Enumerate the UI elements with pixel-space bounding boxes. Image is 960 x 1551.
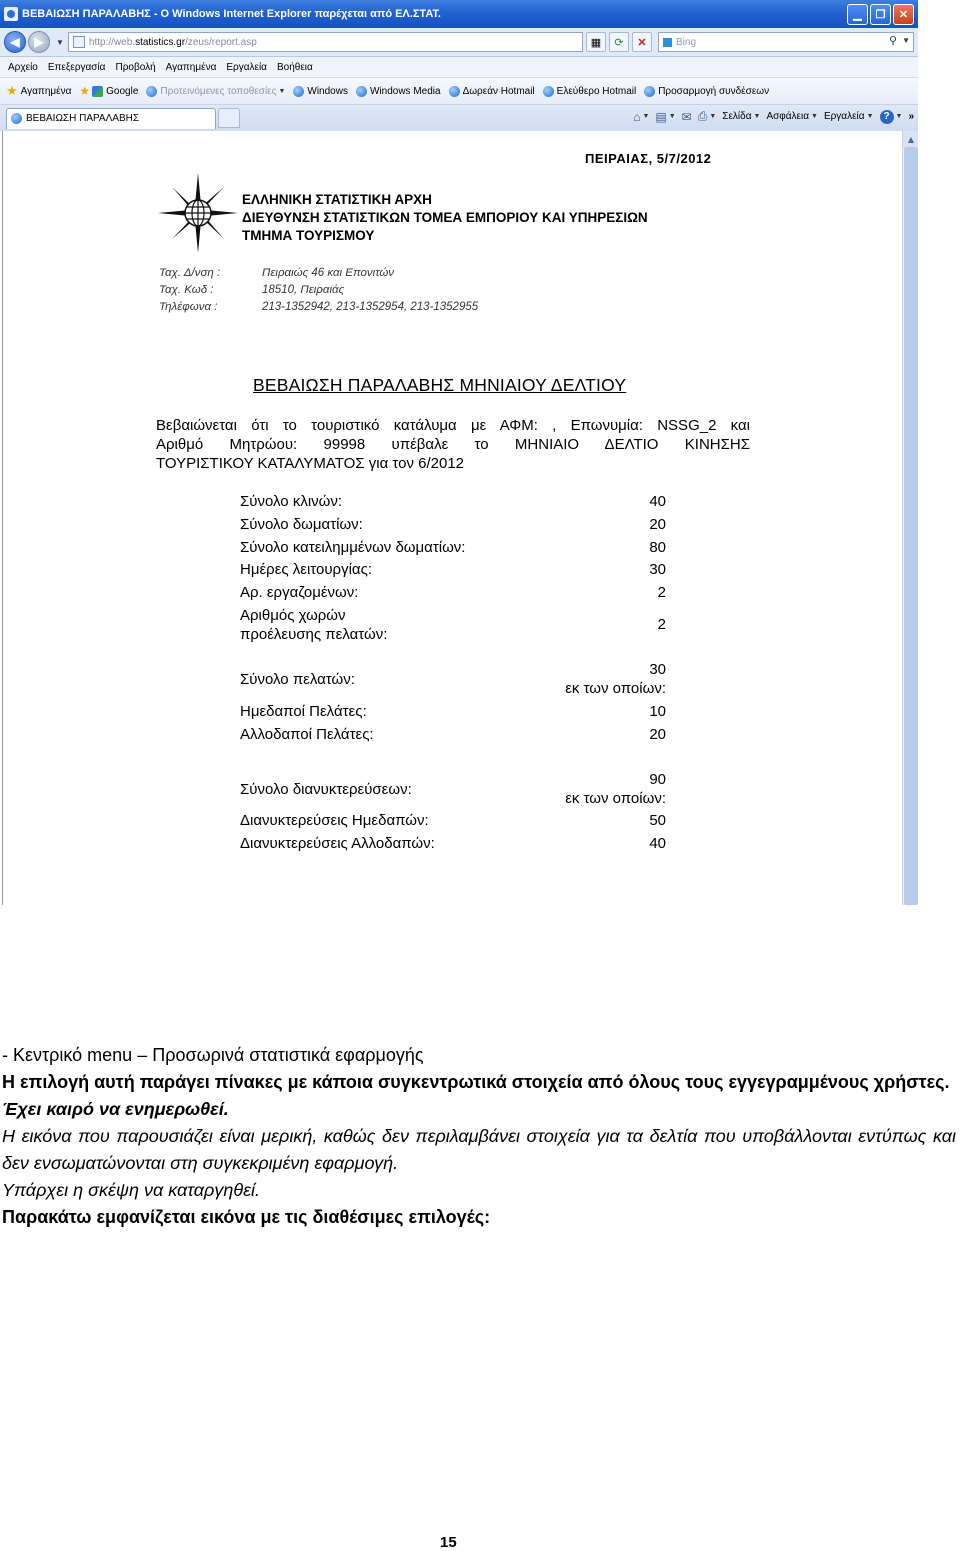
stat-label: Ημέρες λειτουργίας: xyxy=(240,561,372,578)
org-line: ΕΛΛΗΝΙΚΗ ΣΤΑΤΙΣΤΙΚΗ ΑΡΧΗ xyxy=(242,192,432,207)
stat-value: 20 xyxy=(649,516,666,533)
minimize-icon[interactable]: ▁ xyxy=(847,4,868,25)
organization-header xyxy=(242,191,648,245)
add-favorite-icon[interactable]: ★ xyxy=(79,84,91,98)
fav-label: Προσαρμογή συνδέσεων xyxy=(658,85,770,97)
new-tab-button[interactable] xyxy=(218,108,240,128)
bing-icon xyxy=(663,38,672,47)
compatibility-icon[interactable]: ▦ xyxy=(586,32,606,52)
note-partial: Η εικόνα που παρουσιάζει είναι μερική, καθώς δεν περιλαμβάνει στοιχεία για τα δελτία που υποβάλλονται εντύπως και δεν ενσωματώνονται στη συγκεκριμένη εφαρμογή. xyxy=(2,1126,956,1173)
contact-info xyxy=(159,265,478,316)
note-deprecation: Υπάρχει η σκέψη να καταργηθεί. xyxy=(2,1180,261,1200)
contact-row xyxy=(159,265,478,282)
stat-label: Σύνολο κλινών: xyxy=(240,493,343,510)
search-input[interactable] xyxy=(658,32,914,52)
page-number: 15 xyxy=(440,1534,457,1551)
contact-label: Ταχ. Δ/νση : xyxy=(159,267,221,279)
stat-label: Σύνολο διανυκτερεύσεων: xyxy=(240,781,412,798)
favorites-star-icon[interactable]: ★ xyxy=(6,83,18,98)
globe-icon xyxy=(644,86,655,97)
globe-icon xyxy=(449,86,460,97)
menu-help[interactable]: Βοήθεια xyxy=(276,61,313,73)
fav-label: Δωρεάν Hotmail xyxy=(462,85,535,97)
fav-label: Windows xyxy=(307,85,348,97)
forward-button[interactable]: ▶ xyxy=(28,31,50,53)
stat-value: 80 xyxy=(649,539,666,556)
globe-icon xyxy=(543,86,554,97)
receipt-document xyxy=(0,131,900,905)
search-icon[interactable]: ⚲ xyxy=(888,35,897,47)
scroll-up-icon[interactable]: ▲ xyxy=(903,131,918,147)
chevron-down-icon[interactable]: ▼ xyxy=(642,113,650,120)
back-button[interactable]: ◀ xyxy=(4,31,26,53)
globe-icon xyxy=(146,86,157,97)
title-bar xyxy=(0,0,918,28)
window-title: ΒΕΒΑΙΩΣΗ ΠΑΡΑΛΑΒΗΣ - O Windows Internet Explorer παρέχεται από ΕΛ.ΣΤΑΤ. xyxy=(22,8,441,20)
menu-file[interactable]: Αρχείο xyxy=(8,61,38,73)
org-line: ΤΜΗΜΑ ΤΟΥΡΙΣΜΟΥ xyxy=(242,228,375,243)
chevron-down-icon[interactable]: ▼ xyxy=(895,113,903,120)
org-line: ΔΙΕΥΘΥΝΣΗ ΣΤΑΤΙΣΤΙΚΩΝ ΤΟΜΕΑ ΕΜΠΟΡΙΟΥ ΚΑΙ ΥΠΗΡΕΣΙΩΝ xyxy=(242,210,648,225)
stat-label: Αριθμός χωρών xyxy=(240,607,346,624)
certificate-title: ΒΕΒΑΙΩΣΗ ΠΑΡΑΛΑΒΗΣ ΜΗΝΙΑΙΟΥ ΔΕΛΤΙΟΥ xyxy=(253,375,627,395)
stat-label: Σύνολο δωματίων: xyxy=(240,516,363,533)
stat-label: Ημεδαποί Πελάτες: xyxy=(240,703,367,720)
fav-windows[interactable] xyxy=(293,86,348,97)
maximize-icon[interactable]: ❐ xyxy=(870,4,891,25)
stat-label: Αρ. εργαζομένων: xyxy=(240,584,359,601)
chevron-down-icon: ▼ xyxy=(811,113,818,120)
stop-button[interactable]: ✕ xyxy=(632,32,652,52)
page-icon xyxy=(11,113,22,124)
mail-icon[interactable]: ✉ xyxy=(681,109,692,124)
stat-sub: εκ των οποίων: xyxy=(565,790,666,807)
favorites-button[interactable]: Αγαπημένα xyxy=(20,85,72,97)
fav-windows-media[interactable] xyxy=(356,86,441,97)
certificate-intro xyxy=(156,416,750,473)
fav-customize-links[interactable] xyxy=(644,86,769,97)
page-menu[interactable]: Σελίδα xyxy=(722,111,752,122)
intro-line: Βεβαιώνεται ότι το τουριστικό κατάλυμα με ΑΦΜ: , Επωνυμία: NSSG_2 και xyxy=(156,417,750,434)
fav-suggested-sites[interactable] xyxy=(146,86,285,97)
contact-label: Ταχ. Κωδ : xyxy=(159,284,214,296)
fav-label: Ελεύθερο Hotmail xyxy=(556,85,637,97)
intro-line: Αριθμό Μητρώου: 99998 υπέβαλε το ΜΗΝΙΑΙΟ ΔΕΛΤΙΟ ΚΙΝΗΣΗΣ xyxy=(156,436,750,453)
home-icon[interactable]: ⌂ xyxy=(633,109,641,124)
refresh-button[interactable]: ⟳ xyxy=(609,32,629,52)
stat-value: 10 xyxy=(649,703,666,720)
contact-row xyxy=(159,282,478,299)
document-date: ΠΕΙΡΑΙΑΣ, 5/7/2012 xyxy=(585,151,712,166)
fav-hotmail[interactable] xyxy=(543,86,637,97)
chevron-down-icon[interactable]: ▼ xyxy=(668,113,676,120)
search-placeholder: Bing xyxy=(676,36,697,48)
url-prefix: http://web. xyxy=(88,36,136,48)
options-intro: Παρακάτω εμφανίζεται εικόνα με τις διαθέσιμες επιλογές: xyxy=(2,1207,491,1227)
fav-label: Google xyxy=(106,85,139,97)
stat-value: 30 xyxy=(649,561,666,578)
contact-row xyxy=(159,299,478,316)
stat-value: 40 xyxy=(649,835,666,852)
section-heading: - Κεντρικό menu – Προσωρινά στατιστικά εφαρμογής xyxy=(2,1045,424,1065)
note-outdated: Έχει καιρό να ενημερωθεί. xyxy=(2,1099,229,1119)
stat-value: 90 xyxy=(649,771,666,788)
page-content xyxy=(0,131,918,905)
chevron-down-icon: ▼ xyxy=(866,113,874,120)
print-icon[interactable]: ⎙ xyxy=(697,109,708,123)
url-suffix: /zeus/report.asp xyxy=(185,36,257,48)
url-domain: statistics.gr xyxy=(135,36,186,48)
safety-menu[interactable]: Ασφάλεια xyxy=(766,111,810,122)
description-paragraph: Η επιλογή αυτή παράγει πίνακες με κάποια συγκεντρωτικά στοιχεία από όλους τους εγγεγραμμένους χρήστες. xyxy=(2,1072,950,1092)
stat-sub: εκ των οποίων: xyxy=(565,680,666,697)
help-icon[interactable]: ? xyxy=(880,110,894,124)
manual-text xyxy=(2,1042,956,1231)
more-commands-button[interactable]: » xyxy=(908,111,914,122)
stat-label: Σύνολο κατειλημμένων δωματίων: xyxy=(240,539,466,556)
history-dropdown-icon[interactable]: ▼ xyxy=(56,37,64,47)
menu-edit[interactable]: Επεξεργασία xyxy=(47,61,106,73)
stat-value: 30 xyxy=(649,661,666,678)
fav-label: Windows Media xyxy=(369,85,441,97)
ie-icon xyxy=(4,7,18,21)
contact-value: Πειραιώς 46 και Επονιτών xyxy=(262,267,395,279)
fav-google[interactable] xyxy=(92,86,138,97)
tools-menu[interactable]: Εργαλεία xyxy=(823,111,865,122)
fav-free-hotmail[interactable] xyxy=(449,86,535,97)
contact-value: 18510, Πειραιάς xyxy=(262,284,345,296)
url-field[interactable] xyxy=(68,32,583,52)
stat-value: 40 xyxy=(649,493,666,510)
google-icon xyxy=(92,86,103,97)
fav-label: Προτεινόμενες τοποθεσίες xyxy=(160,85,277,97)
search-dropdown-icon[interactable]: ▼ xyxy=(902,36,910,45)
close-icon[interactable]: ✕ xyxy=(893,4,914,25)
globe-icon xyxy=(356,86,367,97)
chevron-down-icon[interactable]: ▼ xyxy=(709,113,717,120)
intro-line: ΤΟΥΡΙΣΤΙΚΟΥ ΚΑΤΑΛΥΜΑΤΟΣ για τον 6/2012 xyxy=(156,455,465,472)
stat-label: προέλευσης πελατών: xyxy=(240,626,388,643)
scroll-thumb[interactable] xyxy=(904,147,918,905)
chevron-down-icon: ▼ xyxy=(278,87,286,95)
stat-value: 2 xyxy=(657,616,666,633)
stat-label: Διανυκτερεύσεις Ημεδαπών: xyxy=(240,812,429,829)
chevron-down-icon: ▼ xyxy=(753,113,761,120)
stat-value: 2 xyxy=(657,584,666,601)
stat-label: Αλλοδαποί Πελάτες: xyxy=(240,726,374,743)
page-icon xyxy=(73,36,85,48)
menu-view[interactable]: Προβολή xyxy=(115,61,156,73)
stat-value: 50 xyxy=(649,812,666,829)
tab-label: ΒΕΒΑΙΩΣΗ ΠΑΡΑΛΑΒΗΣ xyxy=(26,113,140,124)
menu-tools[interactable]: Εργαλεία xyxy=(226,61,267,73)
favorites-bar xyxy=(0,78,918,105)
elstat-logo-icon xyxy=(158,173,238,253)
menu-bar xyxy=(0,57,918,78)
stat-label: Σύνολο πελατών: xyxy=(240,671,355,688)
contact-label: Τηλέφωνα : xyxy=(159,301,218,313)
command-bar xyxy=(633,109,914,124)
globe-icon xyxy=(293,86,304,97)
rss-icon[interactable]: ▤ xyxy=(655,109,667,124)
contact-value: 213-1352942, 213-1352954, 213-1352955 xyxy=(262,301,479,313)
vertical-scrollbar[interactable] xyxy=(902,131,918,905)
tab-bar xyxy=(0,105,918,132)
stat-value: 20 xyxy=(649,726,666,743)
menu-favorites[interactable]: Αγαπημένα xyxy=(165,61,217,73)
address-bar xyxy=(0,28,918,57)
stat-label: Διανυκτερεύσεις Αλλοδαπών: xyxy=(240,835,435,852)
tab-receipt[interactable] xyxy=(6,108,216,129)
